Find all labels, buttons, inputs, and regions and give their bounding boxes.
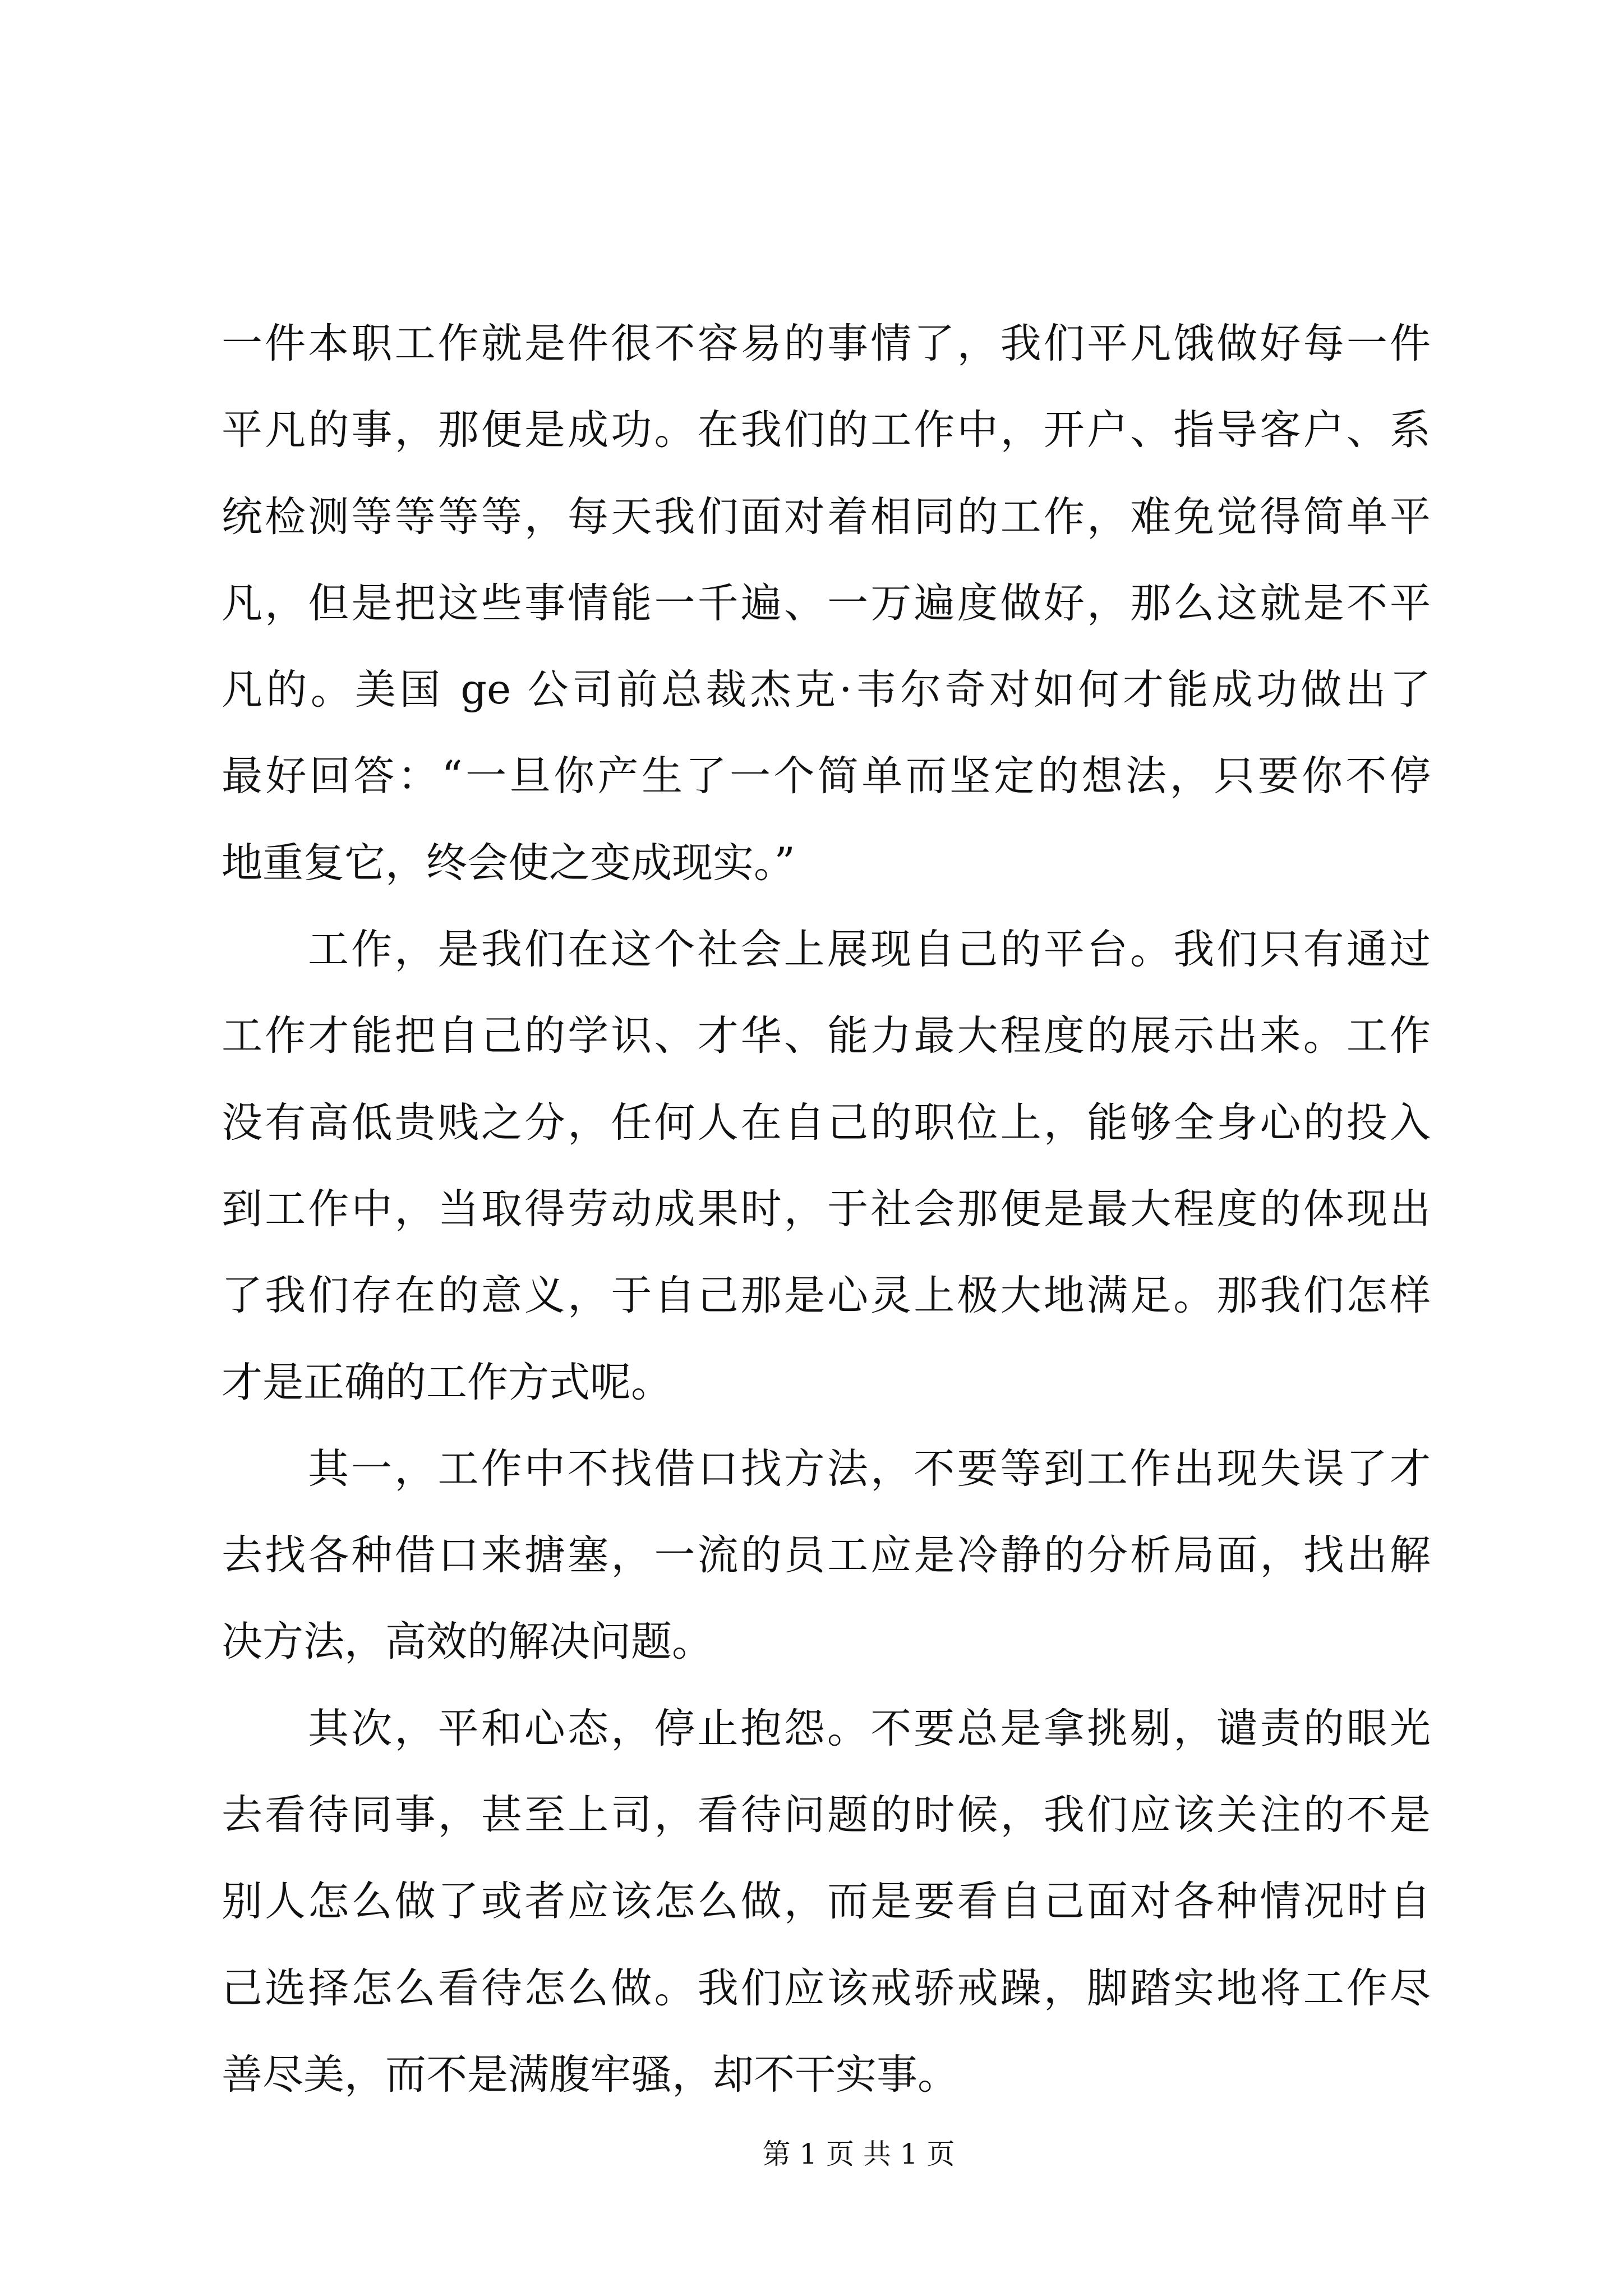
paragraph: [222, 1686, 1431, 2118]
text-line: 其次，平和心态，停止抱怨。不要总是拿挑剔，谴责的眼光: [308, 1704, 1431, 1752]
paragraph: [222, 907, 1431, 1426]
text-line: 一件本职工作就是件很不容易的事情了，我们平凡饿做好每一件: [222, 320, 1431, 367]
paragraph: [222, 301, 1431, 907]
text-line: 决方法，高效的解决问题。: [222, 1618, 713, 1666]
text-line: 平凡的事，那便是成功。在我们的工作中，开户、指导客户、系: [222, 406, 1431, 454]
text-line: 工作才能把自己的学识、才华、能力最大程度的展示出来。工作: [222, 1012, 1431, 1060]
text-line: 统检测等等等等，每天我们面对着相同的工作，难免觉得简单平: [222, 493, 1431, 541]
text-line: 最好回答：“一旦你产生了一个简单而坚定的想法，只要你不停: [222, 752, 1431, 800]
text-line: 凡，但是把这些事情能一千遍、一万遍度做好，那么这就是不平: [222, 579, 1431, 627]
text-line: 去找各种借口来搪塞，一流的员工应是冷静的分析局面，找出解: [222, 1531, 1431, 1580]
paragraph: [222, 1426, 1431, 1686]
text-line: 别人怎么做了或者应该怎么做，而是要看自己面对各种情况时自: [222, 1878, 1431, 1926]
text-line: 其一，工作中不找借口找方法，不要等到工作出现失误了才: [308, 1444, 1431, 1493]
text-line: 工作，是我们在这个社会上展现自己的平台。我们只有通过: [308, 926, 1431, 974]
text-line: 己选择怎么看待怎么做。我们应该戒骄戒躁，脚踏实地将工作尽: [222, 1964, 1431, 2012]
text-line: 才是正确的工作方式呢。: [222, 1358, 672, 1406]
document-body: [222, 301, 1431, 2118]
text-line: 善尽美，而不是满腹牢骚，却不干实事。: [222, 2050, 958, 2099]
text-line: 凡的。美国 ge 公司前总裁杰克·韦尔奇对如何才能成功做出了: [222, 666, 1431, 714]
page-footer: 第 1 页 共 1 页: [762, 2138, 955, 2170]
text-line: 到工作中，当取得劳动成果时，于社会那便是最大程度的体现出: [222, 1185, 1431, 1233]
text-line: 没有高低贵贱之分，任何人在自己的职位上，能够全身心的投入: [222, 1098, 1431, 1147]
text-line: 地重复它，终会使之变成现实。”: [222, 839, 795, 887]
text-line: 去看待同事，甚至上司，看待问题的时候，我们应该关注的不是: [222, 1791, 1431, 1839]
text-line: 了我们存在的意义，于自己那是心灵上极大地满足。那我们怎样: [222, 1272, 1431, 1320]
